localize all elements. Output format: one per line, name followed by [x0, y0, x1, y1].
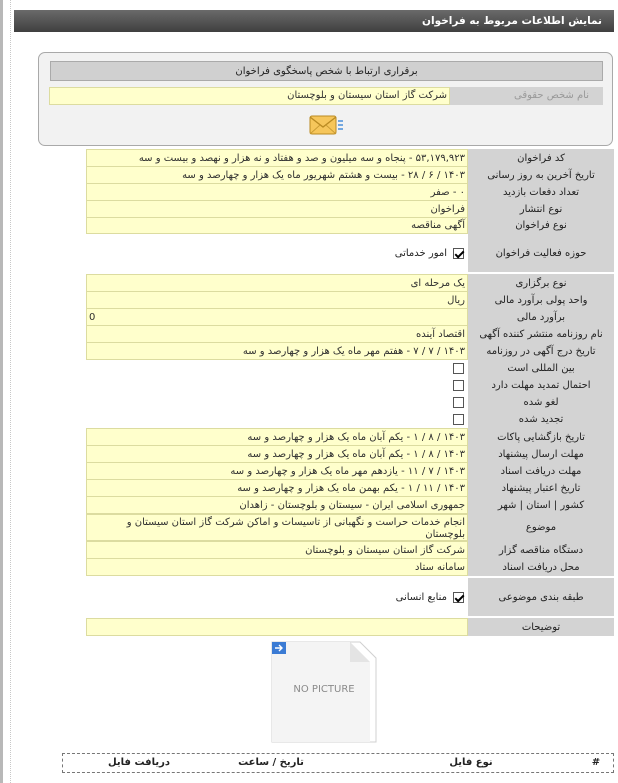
validity-date-label: تاریخ اعتبار پیشنهاد — [468, 479, 614, 497]
renewed-checkbox[interactable] — [453, 414, 464, 425]
submission-deadline-value: ۱۴۰۳ / ۸ / ۱ - یکم آبان ماه یک هزار و چهارصد و سه — [86, 445, 468, 463]
page-left-edge — [0, 0, 3, 783]
opening-date-value: ۱۴۰۳ / ۸ / ۱ - یکم آبان ماه یک هزار و چهارصد و سه — [86, 428, 468, 446]
row-extension — [86, 377, 614, 394]
code-value: ۵۳,۱۷۹,۹۲۳ - پنجاه و سه میلیون و صد و هفتاد و نه هزار و نهصد و بیست و سه — [86, 149, 468, 167]
row-activity-area — [86, 234, 614, 272]
category-option: منابع انسانی — [395, 591, 447, 603]
extension-checkbox[interactable] — [453, 380, 464, 391]
row-docs-place — [86, 558, 614, 576]
last-update-label: تاریخ آخرین به روز رسانی — [468, 166, 614, 184]
row-estimate — [86, 308, 614, 326]
validity-date-value: ۱۴۰۳ / ۱۱ / ۱ - یکم بهمن ماه یک هزار و چهارصد و سه — [86, 479, 468, 497]
docs-place-value: سامانه ستاد — [86, 558, 468, 576]
publish-type-value: فراخوان — [86, 200, 468, 218]
subject-value: انجام خدمات حراست و نگهبانی از تاسیسات و اماکن شرکت گاز استان سیستان و بلوچستان — [86, 514, 468, 541]
row-code — [86, 149, 614, 167]
publish-type-label: نوع انتشار — [468, 200, 614, 218]
currency-label: واحد پولی برآورد مالی — [468, 291, 614, 309]
location-value: جمهوری اسلامی ایران - سیستان و بلوچستان - زاهدان — [86, 496, 468, 514]
row-international — [86, 360, 614, 377]
row-docs-deadline — [86, 462, 614, 480]
extension-label: احتمال تمدید مهلت دارد — [468, 377, 614, 394]
call-type-value: آگهی مناقصه — [86, 217, 468, 234]
no-picture-text: NO PICTURE — [293, 684, 355, 695]
international-label: بین المللی است — [468, 360, 614, 377]
subject-label: موضوع — [468, 514, 614, 541]
legal-person-label: نام شخص حقوقی — [450, 87, 603, 105]
row-subject — [86, 514, 614, 541]
row-renewed — [86, 411, 614, 428]
row-notes — [86, 618, 614, 636]
organizer-value: شرکت گاز استان سیستان و بلوچستان — [86, 541, 468, 559]
activity-area-value — [86, 234, 468, 272]
code-label: کد فراخوان — [468, 149, 614, 167]
renewed-value — [86, 411, 468, 428]
activity-area-option: امور خدماتی — [394, 247, 447, 259]
row-publish-type — [86, 200, 614, 218]
international-value — [86, 360, 468, 377]
currency-value: ریال — [86, 291, 468, 309]
row-holding-type — [86, 274, 614, 292]
holding-type-value: یک مرحله ای — [86, 274, 468, 292]
renewed-label: تجدید شده — [468, 411, 614, 428]
docs-place-label: محل دریافت اسناد — [468, 558, 614, 576]
location-label: کشور | استان | شهر — [468, 496, 614, 514]
row-ad-date — [86, 342, 614, 360]
category-label: طبقه بندی موضوعی — [468, 578, 614, 616]
estimate-value: 0 — [86, 308, 468, 326]
row-currency — [86, 291, 614, 309]
legal-person-value: شرکت گاز استان سیستان و بلوچستان — [49, 87, 450, 105]
international-checkbox[interactable] — [453, 363, 464, 374]
row-submission-deadline — [86, 445, 614, 463]
submission-deadline-label: مهلت ارسال پیشنهاد — [468, 445, 614, 463]
ad-date-label: تاریخ درج آگهی در روزنامه — [468, 342, 614, 360]
visits-label: تعداد دفعات بازدید — [468, 183, 614, 201]
organizer-label: دستگاه مناقصه گزار — [468, 541, 614, 559]
holding-type-label: نوع برگزاری — [468, 274, 614, 292]
page-title: نمایش اطلاعات مربوط به فراخوان — [14, 10, 614, 32]
estimate-label: برآورد مالی — [468, 308, 614, 326]
visits-value: ۰ - صفر — [86, 183, 468, 201]
row-validity-date — [86, 479, 614, 497]
row-call-type — [86, 217, 614, 234]
category-checkbox[interactable] — [453, 592, 464, 603]
files-table-header — [62, 753, 614, 773]
notes-label: توضیحات — [468, 618, 614, 636]
ad-date-value: ۱۴۰۳ / ۷ / ۷ - هفتم مهر ماه یک هزار و چهارصد و سه — [86, 342, 468, 360]
envelope-icon[interactable] — [308, 113, 344, 137]
activity-area-checkbox[interactable] — [453, 248, 464, 259]
newspaper-label: نام روزنامه منتشر کننده آگهی — [468, 325, 614, 343]
row-newspaper — [86, 325, 614, 343]
row-location — [86, 496, 614, 514]
files-col-index: # — [591, 757, 601, 768]
docs-deadline-value: ۱۴۰۳ / ۷ / ۱۱ - یازدهم مهر ماه یک هزار و چهارصد و سه — [86, 462, 468, 480]
row-cancelled — [86, 394, 614, 411]
contact-header: برقراری ارتباط با شخص پاسخگوی فراخوان — [50, 61, 603, 81]
docs-deadline-label: مهلت دریافت اسناد — [468, 462, 614, 480]
row-organizer — [86, 541, 614, 559]
activity-area-label: حوزه فعالیت فراخوان — [468, 234, 614, 272]
files-col-type: نوع فایل — [449, 757, 493, 768]
row-category — [86, 578, 614, 616]
cancelled-label: لغو شده — [468, 394, 614, 411]
extension-value — [86, 377, 468, 394]
files-col-download: دریافت فایل — [108, 757, 170, 768]
files-col-date: تاریخ / ساعت — [238, 757, 304, 768]
row-opening-date — [86, 428, 614, 446]
row-last-update — [86, 166, 614, 184]
last-update-value: ۱۴۰۳ / ۶ / ۲۸ - بیست و هشتم شهریور ماه یک هزار و چهارصد و سه — [86, 166, 468, 184]
row-visits — [86, 183, 614, 201]
call-type-label: نوع فراخوان — [468, 217, 614, 234]
opening-date-label: تاریخ بازگشایی پاکات — [468, 428, 614, 446]
category-value — [86, 578, 468, 616]
newspaper-value: اقتصاد آینده — [86, 325, 468, 343]
cancelled-checkbox[interactable] — [453, 397, 464, 408]
cancelled-value — [86, 394, 468, 411]
notes-value — [86, 618, 468, 636]
